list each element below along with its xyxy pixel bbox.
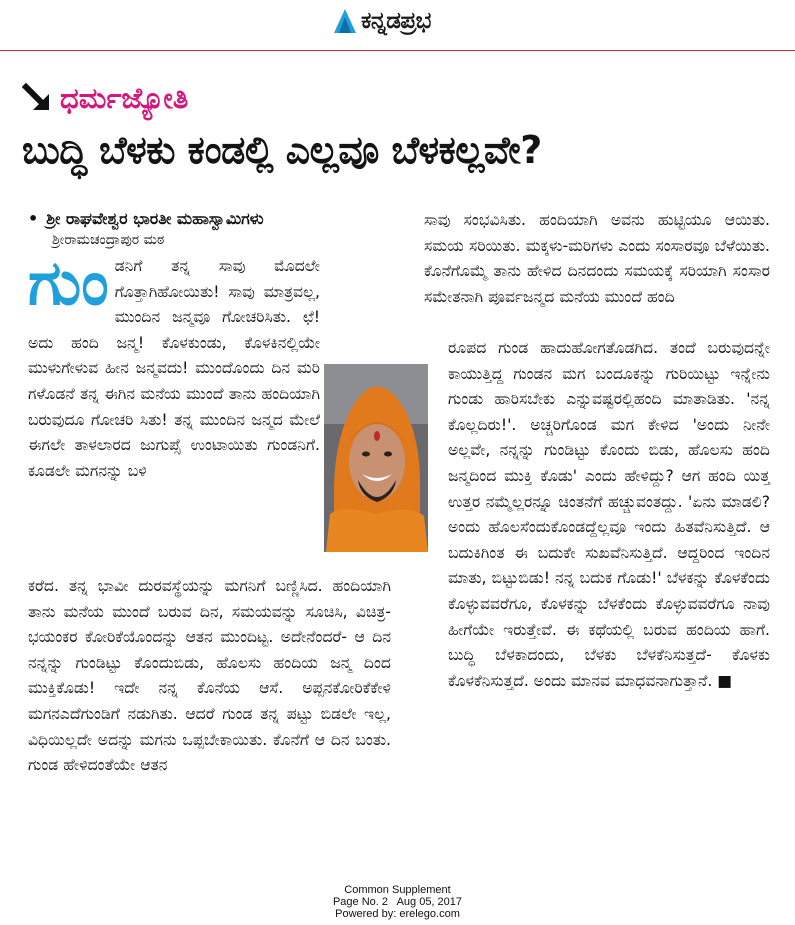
author-affiliation: ಶ್ರೀರಾಮಚಂದ್ರಾಪುರ ಮಠ [52,232,165,248]
author-name [28,208,393,230]
logo-triangle-icon [333,8,357,34]
drop-cap: ಗುಂ [28,246,109,319]
article-column-right-bottom [448,336,770,694]
masthead [0,0,795,52]
footer-page-date: Page No. 2 Aug 05, 2017 [332,896,463,908]
byline [28,208,393,250]
article-text-right-top: ಸಾವು ಸಂಭವಿಸಿತು. ಹಂದಿಯಾಗಿ ಅವನು ಹುಟ್ಟಿಯೂ ಆಯಿತು. ಸಮಯ ಸರಿಯಿತು. ಮಕ್ಕಳು-ಮರಿಗಳು ಎಂದು ಸಂಸಾರವೂ ಬೆಳೆಯಿತು. ಕೊನೆಗೊಮ್ಮೆ ತಾನು ಹೇಳಿದ ದಿನದಂದು ಸಮಯಕ್ಕೆ ಸರಿಯಾಗಿ ಸಂಸಾರ ಸಮೇತನಾಗಿ ಪೂರ್ವಜನ್ಮದ ಮನೆಯ ಮುಂದೆ ಹಂದಿ [424,211,770,306]
footer-powered-by: Powered by: erelego.com [335,908,460,920]
masthead-rule [0,50,795,51]
page-footer [0,884,795,920]
article-text-left-intro: ಡನಿಗೆ ತನ್ನ ಸಾವು ಮೊದಲೇ ಗೊತ್ತಾಗಿಹೋಯಿತು! ಸಾವು ಮಾತ್ರವಲ್ಲ, ಮುಂದಿನ ಜನ್ಮವೂ ಗೋಚರಿಸಿತು. ಛೆ! ಅದು ಹಂದಿ ಜನ್ಮ! ಕೊಳಕುಂಡು, ಕೊಳಕಿನಲ್ಲಿಯೇ ಮುಳುಗೇಳುವ ಹೀನ ಜನ್ಮವದು! ಮುಂದೊಂದು ದಿನ ಮರಿ ಗಳೊಡನೆ ತನ್ನ ಈಗಿನ ಮನೆಯ ಮುಂದೆ ತಾನು ಹಂದಿಯಾಗಿ ಬರುವುದೂ ಗೋಚರಿ ಸಿತು! ತನ್ನ ಮುಂದಿನ ಜನ್ಮದ ಮೇಲೆ ಈಗಲೇ ತಾಳಲಾರದ ಜುಗುಪ್ಸೆ ಉಂಟಾಯಿತು ಗುಂಡನಿಗೆ. ಕೂಡಲೇ ಮಗನನ್ನು ಬಳಿ [28,257,320,480]
article-column-left-bottom [28,574,391,779]
article-paragraph [28,246,320,484]
swami-portrait-image [324,364,428,552]
article-column-left-top [28,246,320,484]
byline-bullet: • [28,209,39,228]
article-text-left-bottom: ಕರೆದ. ತನ್ನ ಭಾವೀ ದುರವಸ್ಥೆಯನ್ನು ಮಗನಿಗೆ ಬಣ್ಣಿಸಿದ. ಹಂದಿಯಾಗಿ ತಾನು ಮನೆಯ ಮುಂದೆ ಬರುವ ದಿನ, ಸಮಯವನ್ನು ಸೂಚಿಸಿ, ವಿಚಿತ್ರ-ಭಯಂಕರ ಕೋರಿಕೆಯೊಂದನ್ನು ಆತನ ಮುಂದಿಟ್ಟ. ಅದೇನೆಂದರೆ- ಆ ದಿನ ನನ್ನನ್ನು ಗುಂಡಿಟ್ಟು ಕೊಂದುಬಿಡು, ಹೊಲಸು ಹಂದಿಯ ಜನ್ಮ ದಿಂದ ಮುಕ್ತಿಕೊಡು! ಇದೇ ನನ್ನ ಕೊನೆಯ ಆಸೆ. ಅಪ್ಪನಕೋರಿಕೆಕೇಳಿ ಮಗನಎದೆಗುಂಡಿಗೆ ನಡುಗಿತು. ಆದರೆ ಗುಂಡ ತನ್ನ ಪಟ್ಟು ಬಿಡಲೇ ಇಲ್ಲ, ವಿಧಿಯಿಲ್ಲದೇ ಅದನ್ನು ಮಗನು ಒಪ್ಪಬೇಕಾಯಿತು. ಕೊನೆಗೆ ಆ ದಿನ ಬಂತು. ಗುಂಡ ಹೇಳಿದಂತೆಯೇ ಆತನ [28,577,391,775]
newspaper-logo[interactable] [333,6,431,36]
author-name-text: ಶ್ರೀ ರಾಘವೇಶ್ವರ ಭಾರತೀ ಮಹಾಸ್ವಾಮಿಗಳು [46,209,264,228]
footer-supplement: Common Supplement [344,884,451,896]
section-header [22,78,188,118]
section-label: ಧರ್ಮಜ್ಯೋತಿ [60,80,189,115]
author-photo [324,364,428,552]
arrow-down-right-icon [22,83,52,113]
logo-text: ಕನ್ನಡಪ್ರಭ [361,8,431,34]
article-headline: ಬುದ್ಧಿ ಬೆಳಕು ಕಂಡಲ್ಲಿ ಎಲ್ಲವೂ ಬೆಳಕಲ್ಲವೇ? [22,128,542,172]
article-text-right-bottom: ರೂಪದ ಗುಂಡ ಹಾದುಹೋಗತೊಡಗಿದ. ತಂದೆ ಬರುವುದನ್ನೇ ಕಾಯುತ್ತಿದ್ದ ಗುಂಡನ ಮಗ ಬಂದೂಕನ್ನು ಗುರಿಯಿಟ್ಟು ಇನ್ನೇನು ಗುಂಡು ಹಾರಿಸಬೇಕು ಎನ್ನುವಷ್ಟರಲ್ಲಿಹಂದಿ ಮಾತಾಡಿತು. 'ನನ್ನ ಕೊಲ್ಲದಿರು!'. ಅಚ್ಚರಿಗೊಂಡ ಮಗ ಕೇಳಿದ 'ಅಂದು ನೀನೇ ಅಲ್ಲವೇ, ನನ್ನನ್ನು ಗುಂಡಿಟ್ಟು ಕೊಂದು ಬಿಡು, ಹೊಲಸು ಹಂದಿ ಜನ್ಮದಿಂದ ಮುಕ್ತಿ ಕೊಡು' ಎಂದು ಹೇಳಿದ್ದು? ಆಗ ಹಂದಿ ಯಿತ್ತ ಉತ್ತರ ನಮ್ಮೆಲ್ಲರನ್ನೂ ಚಿಂತನೆಗೆ ಹಚ್ಚುವಂತದ್ದು. 'ಏನು ಮಾಡಲಿ? ಅಂದು ಹೊಲಸೆಂದುಕೊಂಡದ್ದೆಲ್ಲವೂ ಇಂದು ಹಿತವೆನಿಸುತ್ತಿದೆ. ಆ ಬದುಕಿಗಿಂತ ಈ ಬದುಕೇ ಸುಖವೆನಿಸುತ್ತಿದೆ. ಆದ್ದರಿಂದ ಇಂದಿನ ಮಾತು, ಬಿಟ್ಟುಬಿಡು! ನನ್ನ ಬದುಕ ಗೊಡು!' ಬೆಳಕನ್ನು ಕೊಳಕೆಂದು ಕೊಳ್ಳುವವರೆಗೂ, ಕೊಳಕನ್ನು ಬೆಳಕೆಂದು ಕೊಳ್ಳುವವರೆಗೂ ನಾವು ಹೀಗೆಯೇ ಇರುತ್ತೇವೆ. ಈ ಕಥೆಯಲ್ಲಿ ಬರುವ ಹಂದಿಯ ಹಾಗೆ. ಬುದ್ಧಿ ಬೆಳಕಾದಂದು, ಬೆಳಕು ಬೆಳಕೆನಿಸುತ್ತದೆ- ಕೊಳಕು ಕೊಳಕೆನಿಸುತ್ತದೆ. ಅಂದು ಮಾನವ ಮಾಧವನಾಗುತ್ತಾನೆ. ■ [448,339,770,690]
article-column-right-top [424,208,770,310]
